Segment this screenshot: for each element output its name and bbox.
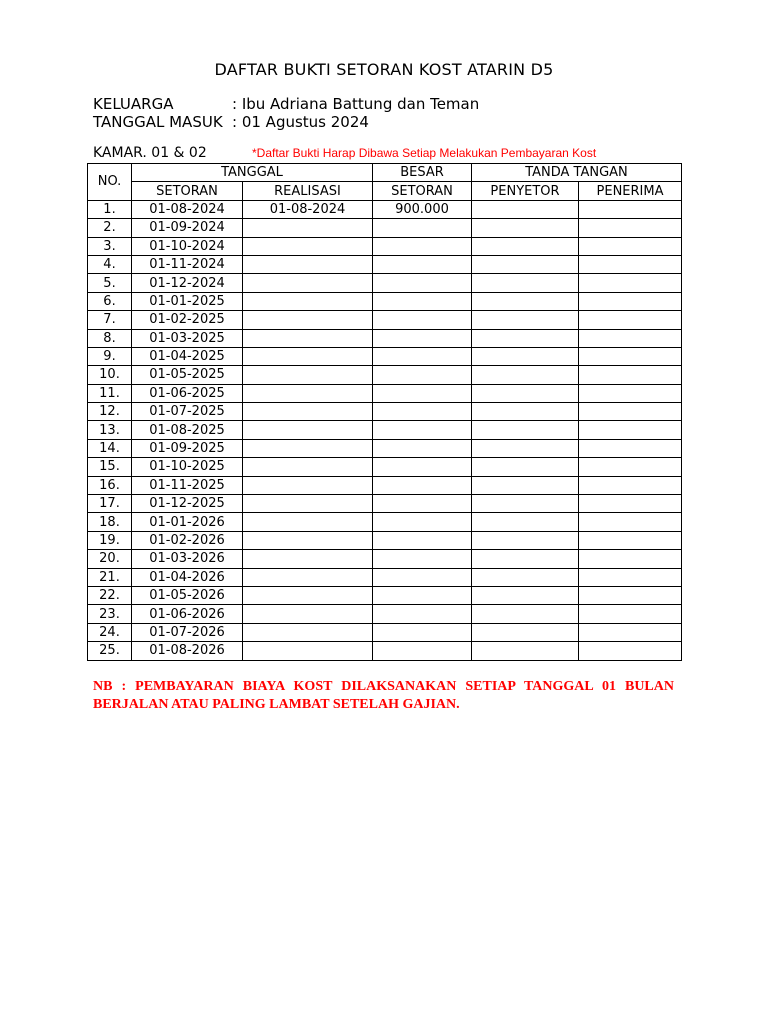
header-besar-setoran: SETORAN — [373, 182, 472, 200]
cell-no: 20. — [88, 550, 132, 568]
cell-penerima — [579, 623, 682, 641]
cell-penerima — [579, 458, 682, 476]
header-tanda-tangan: TANDA TANGAN — [472, 164, 682, 182]
payment-note: *Daftar Bukti Harap Dibawa Setiap Melakukan Pembayaran Kost — [252, 146, 597, 160]
page-title: DAFTAR BUKTI SETORAN KOST ATARIN D5 — [214, 60, 554, 79]
header-penyetor: PENYETOR — [472, 182, 579, 200]
cell-no: 16. — [88, 476, 132, 494]
cell-besar — [373, 274, 472, 292]
table-row — [88, 531, 682, 549]
cell-besar — [373, 531, 472, 549]
cell-penerima — [579, 274, 682, 292]
cell-penerima — [579, 439, 682, 457]
cell-setoran: 01-03-2026 — [132, 550, 243, 568]
cell-setoran: 01-03-2025 — [132, 329, 243, 347]
table-row — [88, 623, 682, 641]
table-row — [88, 384, 682, 402]
cell-realisasi — [243, 550, 373, 568]
cell-penerima — [579, 237, 682, 255]
date-in-line — [93, 113, 369, 131]
table-row — [88, 458, 682, 476]
cell-besar — [373, 642, 472, 660]
cell-penyetor — [472, 568, 579, 586]
cell-besar — [373, 421, 472, 439]
header-setoran: SETORAN — [132, 182, 243, 200]
cell-penyetor — [472, 642, 579, 660]
cell-penerima — [579, 586, 682, 604]
cell-no: 14. — [88, 439, 132, 457]
cell-besar — [373, 623, 472, 641]
cell-realisasi — [243, 642, 373, 660]
cell-penyetor — [472, 403, 579, 421]
cell-no: 1. — [88, 200, 132, 218]
cell-penerima — [579, 255, 682, 273]
cell-no: 3. — [88, 237, 132, 255]
cell-penerima — [579, 292, 682, 310]
cell-setoran: 01-08-2026 — [132, 642, 243, 660]
cell-realisasi — [243, 531, 373, 549]
cell-penerima — [579, 476, 682, 494]
cell-penyetor — [472, 623, 579, 641]
cell-besar — [373, 292, 472, 310]
cell-penyetor — [472, 513, 579, 531]
cell-penerima — [579, 329, 682, 347]
cell-setoran: 01-05-2025 — [132, 366, 243, 384]
cell-besar — [373, 366, 472, 384]
cell-setoran: 01-02-2025 — [132, 311, 243, 329]
cell-penyetor — [472, 200, 579, 218]
cell-setoran: 01-05-2026 — [132, 586, 243, 604]
header-besar: BESAR — [373, 164, 472, 182]
cell-setoran: 01-09-2024 — [132, 219, 243, 237]
cell-besar: 900.000 — [373, 200, 472, 218]
cell-besar — [373, 255, 472, 273]
cell-besar — [373, 605, 472, 623]
cell-realisasi — [243, 513, 373, 531]
cell-setoran: 01-08-2024 — [132, 200, 243, 218]
cell-realisasi — [243, 476, 373, 494]
cell-penyetor — [472, 255, 579, 273]
cell-no: 22. — [88, 586, 132, 604]
cell-besar — [373, 347, 472, 365]
header-no: NO. — [88, 164, 132, 201]
cell-penyetor — [472, 476, 579, 494]
cell-penerima — [579, 219, 682, 237]
cell-no: 23. — [88, 605, 132, 623]
cell-penerima — [579, 531, 682, 549]
cell-penyetor — [472, 219, 579, 237]
cell-setoran: 01-07-2026 — [132, 623, 243, 641]
cell-realisasi — [243, 237, 373, 255]
cell-no: 13. — [88, 421, 132, 439]
cell-realisasi — [243, 384, 373, 402]
cell-no: 24. — [88, 623, 132, 641]
cell-besar — [373, 586, 472, 604]
cell-penerima — [579, 347, 682, 365]
cell-penerima — [579, 366, 682, 384]
cell-penyetor — [472, 311, 579, 329]
cell-setoran: 01-10-2024 — [132, 237, 243, 255]
cell-besar — [373, 329, 472, 347]
cell-realisasi — [243, 329, 373, 347]
cell-penyetor — [472, 274, 579, 292]
header-realisasi: REALISASI — [243, 182, 373, 200]
cell-penyetor — [472, 531, 579, 549]
table-row — [88, 255, 682, 273]
table-row — [88, 292, 682, 310]
cell-no: 12. — [88, 403, 132, 421]
cell-penerima — [579, 403, 682, 421]
table-row — [88, 513, 682, 531]
cell-penyetor — [472, 550, 579, 568]
cell-penyetor — [472, 292, 579, 310]
table-row — [88, 421, 682, 439]
cell-setoran: 01-07-2025 — [132, 403, 243, 421]
cell-realisasi — [243, 568, 373, 586]
cell-realisasi — [243, 439, 373, 457]
date-in-label: TANGGAL MASUK — [93, 113, 223, 131]
cell-penerima — [579, 384, 682, 402]
cell-realisasi — [243, 586, 373, 604]
table-body — [88, 200, 682, 660]
table-row — [88, 476, 682, 494]
cell-penyetor — [472, 347, 579, 365]
family-line — [93, 95, 479, 113]
cell-penerima — [579, 568, 682, 586]
table-header-row-1 — [88, 164, 682, 182]
header-penerima: PENERIMA — [579, 182, 682, 200]
cell-besar — [373, 384, 472, 402]
cell-no: 15. — [88, 458, 132, 476]
cell-realisasi — [243, 495, 373, 513]
cell-setoran: 01-06-2026 — [132, 605, 243, 623]
cell-setoran: 01-04-2026 — [132, 568, 243, 586]
table-row — [88, 642, 682, 660]
table-row — [88, 200, 682, 218]
cell-setoran: 01-01-2025 — [132, 292, 243, 310]
table-row — [88, 586, 682, 604]
cell-no: 25. — [88, 642, 132, 660]
cell-setoran: 01-01-2026 — [132, 513, 243, 531]
cell-setoran: 01-08-2025 — [132, 421, 243, 439]
table-row — [88, 366, 682, 384]
header-tanggal: TANGGAL — [132, 164, 373, 182]
table-row — [88, 403, 682, 421]
cell-penyetor — [472, 421, 579, 439]
table-row — [88, 329, 682, 347]
table-row — [88, 550, 682, 568]
cell-besar — [373, 311, 472, 329]
cell-penyetor — [472, 384, 579, 402]
cell-setoran: 01-12-2025 — [132, 495, 243, 513]
table-row — [88, 311, 682, 329]
cell-realisasi — [243, 311, 373, 329]
cell-realisasi — [243, 605, 373, 623]
cell-setoran: 01-04-2025 — [132, 347, 243, 365]
table-row — [88, 439, 682, 457]
cell-no: 5. — [88, 274, 132, 292]
cell-no: 10. — [88, 366, 132, 384]
table-row — [88, 568, 682, 586]
table-row — [88, 605, 682, 623]
footnote: NB : PEMBAYARAN BIAYA KOST DILAKSANAKAN SETIAP TANGGAL 01 BULAN BERJALAN ATAU PALING LAMBAT SETELAH GAJIAN. — [93, 679, 674, 712]
cell-penerima — [579, 421, 682, 439]
cell-no: 6. — [88, 292, 132, 310]
cell-penyetor — [472, 237, 579, 255]
cell-setoran: 01-11-2025 — [132, 476, 243, 494]
room-label: KAMAR. 01 & 02 — [93, 145, 207, 161]
cell-realisasi — [243, 347, 373, 365]
table-header-row-2 — [88, 182, 682, 200]
cell-setoran: 01-09-2025 — [132, 439, 243, 457]
cell-no: 18. — [88, 513, 132, 531]
table-row — [88, 237, 682, 255]
cell-no: 11. — [88, 384, 132, 402]
cell-besar — [373, 568, 472, 586]
cell-no: 21. — [88, 568, 132, 586]
cell-penyetor — [472, 495, 579, 513]
table-row — [88, 219, 682, 237]
cell-besar — [373, 513, 472, 531]
cell-penyetor — [472, 458, 579, 476]
cell-penyetor — [472, 605, 579, 623]
cell-besar — [373, 458, 472, 476]
cell-penerima — [579, 550, 682, 568]
cell-besar — [373, 219, 472, 237]
cell-besar — [373, 476, 472, 494]
cell-besar — [373, 495, 472, 513]
cell-setoran: 01-02-2026 — [132, 531, 243, 549]
family-value: : Ibu Adriana Battung dan Teman — [232, 95, 480, 113]
cell-penyetor — [472, 439, 579, 457]
deposit-table — [87, 163, 682, 661]
cell-no: 2. — [88, 219, 132, 237]
cell-besar — [373, 550, 472, 568]
cell-no: 8. — [88, 329, 132, 347]
cell-besar — [373, 439, 472, 457]
cell-no: 9. — [88, 347, 132, 365]
cell-penerima — [579, 200, 682, 218]
cell-penerima — [579, 605, 682, 623]
cell-no: 7. — [88, 311, 132, 329]
cell-setoran: 01-11-2024 — [132, 255, 243, 273]
cell-realisasi: 01-08-2024 — [243, 200, 373, 218]
cell-realisasi — [243, 366, 373, 384]
cell-realisasi — [243, 219, 373, 237]
family-label: KELUARGA — [93, 95, 174, 113]
table-row — [88, 495, 682, 513]
cell-besar — [373, 237, 472, 255]
date-in-value: : 01 Agustus 2024 — [232, 113, 369, 131]
cell-penyetor — [472, 586, 579, 604]
cell-setoran: 01-06-2025 — [132, 384, 243, 402]
cell-penerima — [579, 513, 682, 531]
cell-realisasi — [243, 458, 373, 476]
cell-penerima — [579, 642, 682, 660]
cell-realisasi — [243, 623, 373, 641]
cell-realisasi — [243, 421, 373, 439]
cell-setoran: 01-10-2025 — [132, 458, 243, 476]
cell-realisasi — [243, 292, 373, 310]
cell-besar — [373, 403, 472, 421]
cell-realisasi — [243, 255, 373, 273]
cell-setoran: 01-12-2024 — [132, 274, 243, 292]
cell-realisasi — [243, 403, 373, 421]
cell-no: 4. — [88, 255, 132, 273]
cell-no: 19. — [88, 531, 132, 549]
table-row — [88, 274, 682, 292]
cell-realisasi — [243, 274, 373, 292]
cell-penyetor — [472, 366, 579, 384]
cell-penyetor — [472, 329, 579, 347]
cell-no: 17. — [88, 495, 132, 513]
table-row — [88, 347, 682, 365]
cell-penerima — [579, 495, 682, 513]
cell-penerima — [579, 311, 682, 329]
